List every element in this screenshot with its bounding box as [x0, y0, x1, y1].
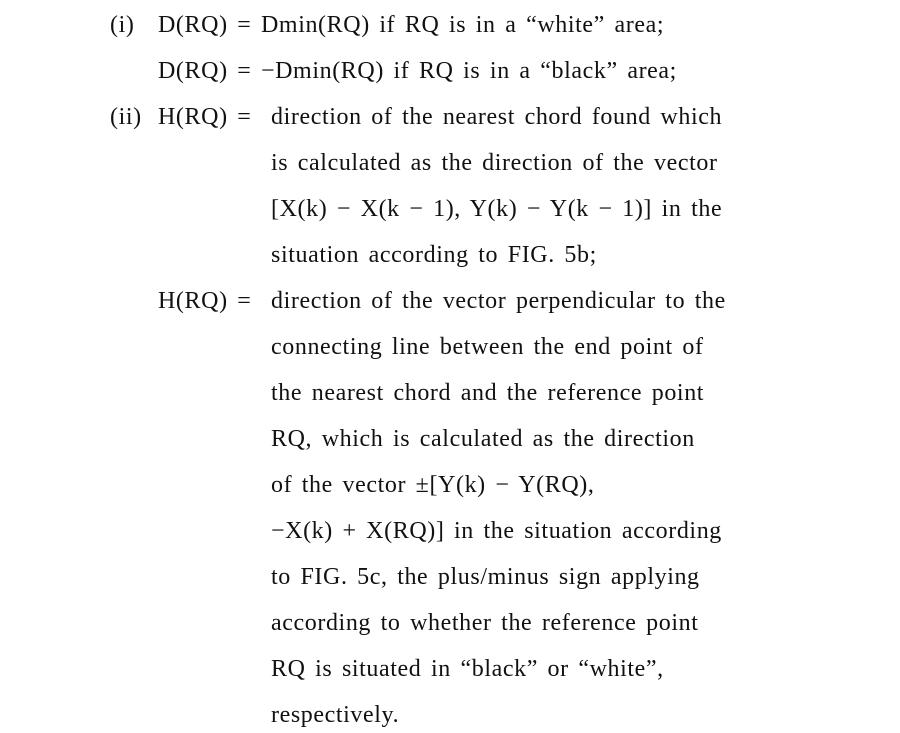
equation-h-lhs-1: H(RQ) =: [158, 104, 252, 130]
definition-2-line: −X(k) + X(RQ)] in the situation according: [271, 518, 722, 544]
definition-1-line: is calculated as the direction of the vector: [271, 150, 718, 176]
definition-1-line: [X(k) − X(k − 1), Y(k) − Y(k − 1)] in the: [271, 196, 723, 222]
equation-h-lhs-2: H(RQ) =: [158, 288, 252, 314]
definition-2-line: the nearest chord and the reference point: [271, 380, 705, 406]
definition-2-line: RQ is situated in “black” or “white”,: [271, 656, 664, 682]
equation-d-white: D(RQ) = Dmin(RQ) if RQ is in a “white” area;: [158, 12, 665, 38]
definition-2-line: of the vector ±[Y(k) − Y(RQ),: [271, 472, 595, 498]
item-label-i: (i): [110, 12, 135, 38]
definition-2-line: to FIG. 5c, the plus/minus sign applying: [271, 564, 700, 590]
equation-d-black: D(RQ) = −Dmin(RQ) if RQ is in a “black” area;: [158, 58, 677, 84]
definition-2-line: direction of the vector perpendicular to the: [271, 288, 726, 314]
definition-1-line: situation according to FIG. 5b;: [271, 242, 597, 268]
definition-2-line: respectively.: [271, 702, 400, 728]
definition-2-line: connecting line between the end point of: [271, 334, 704, 360]
definition-2-line: according to whether the reference point: [271, 610, 699, 636]
definition-2-line: RQ, which is calculated as the direction: [271, 426, 695, 452]
item-label-ii: (ii): [110, 104, 142, 130]
definition-1-line: direction of the nearest chord found which: [271, 104, 723, 130]
